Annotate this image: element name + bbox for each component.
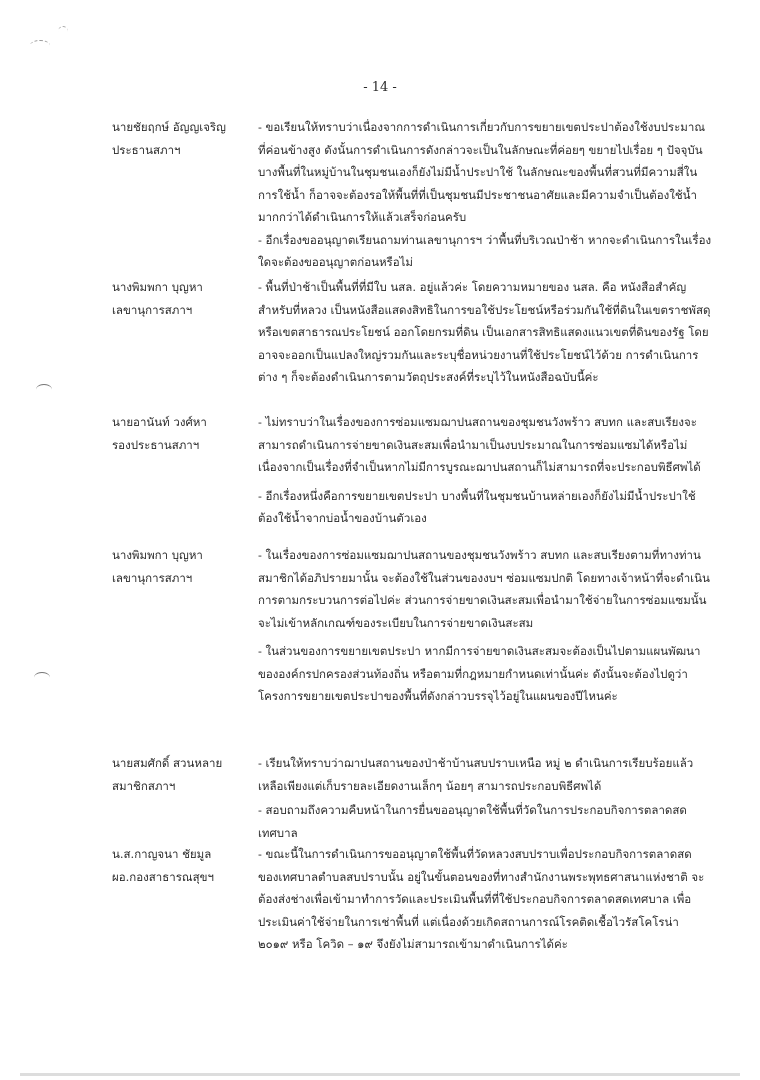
minutes-entry [112, 752, 712, 844]
speaker-block [112, 843, 258, 956]
speaker-name: นายสมศักดิ์ สวนหลาย [112, 756, 223, 770]
speaker-name: นางพิมพกา บุญหา [112, 280, 203, 294]
statement-body [258, 116, 712, 274]
statement-paragraph: - ในส่วนของการขยายเขตประปา หากมีการจ่ายขาดเงินสะสมจะต้องเป็นไปตามแผนพัฒนาขององค์กรปกครองส่วนท้องถิ่น หรือตามที่กฎหมายกำหนดเท่านั้นค่ะ ดังนั้นจะต้องไปดูว่าโครงการขยายเขตประปาของพื้นที่ดังกล่าวบรรจุไว้อยู่ในแผนของปีไหนค่ะ [258, 644, 701, 703]
statement-paragraph: - สอบถามถึงความคืบหน้าในการยื่นขออนุญาตใช้พื้นที่วัดในการประกอบกิจการตลาดสดเทศบาล [258, 803, 687, 840]
statement-paragraph: - เรียนให้ทราบว่าฌาปนสถานของป่าช้าบ้านสบปราบเหนือ หมู่ ๒ ดำเนินการเรียบร้อยแล้วเหลือเพียงแต่เก็บรายละเอียดงานเล็กๆ น้อยๆ สามารถประกอบพิธีศพได้ [258, 756, 694, 793]
statement-paragraph: - อีกเรื่องขออนุญาตเรียนถามท่านเลขานุการฯ ว่าพื้นที่บริเวณป่าช้า หากจะดำเนินการในเรื่องใดจะต้องขออนุญาตก่อนหรือไม่ [258, 232, 712, 269]
statement-paragraph: - ในเรื่องของการซ่อมแซมฌาปนสถานของชุมชนวังพร้าว สบทก และสบเรียงตามที่ทางท่านสมาชิกได้อภิปรายมานั้น จะต้องใช้ในส่วนของงบฯ ซ่อมแซมปกติ โดยทางเจ้าหน้าที่จะดำเนินการตามกระบวนการต่อไปค่ะ ส่วนการจ่ายขาดเงินสะสมเพื่อนำมาใช้จ่ายในการซ่อมแซมนั้น จะไม่เข้าหลักเกณฑ์ของระเบียบในการจ่ายขาดเงินสะสม [258, 548, 711, 630]
speaker-role: เลขานุการสภาฯ [112, 302, 193, 317]
statement-body [258, 544, 712, 708]
minutes-entry [112, 276, 712, 389]
statement-paragraph: - ขณะนี้ในการดำเนินการขออนุญาตใช้พื้นที่วัดหลวงสบปราบเพื่อประกอบกิจการตลาดสดของเทศบาลตำบลสบปราบนั้น อยู่ในขั้นตอนของที่ทางสำนักงานพระพุทธศาสนาแห่งชาติ จะต้องส่งช่างเพื่อเข้ามาทำการวัดและประเมินพื้นที่ที่ใช้ประกอบกิจการตลาดสดเทศบาล เพื่อประเมินค่าใช้จ่ายในการเช่าพื้นที่ แต่เนื่องด้วยเกิดสถานการณ์โรคติดเชื้อไวรัสโคโรน่า ๒๐๑๙ หรือ โควิด – ๑๙ จึงยังไม่สามารถเข้ามาดำเนินการได้ค่ะ [258, 847, 705, 951]
minutes-entry [112, 843, 712, 956]
speaker-block [112, 276, 258, 389]
speaker-block [112, 411, 258, 530]
page-number: - 14 - [363, 80, 397, 95]
minutes-entry [112, 411, 712, 530]
margin-mark [34, 672, 50, 683]
statement-paragraph: - อีกเรื่องหนึ่งคือการขยายเขตประปา บางพื้นที่ในชุมชนบ้านหล่ายเองก็ยังไม่มีน้ำประปาใช้ ต้องใช้น้ำจากบ่อน้ำของบ้านตัวเอง [258, 488, 700, 525]
minutes-entry [112, 544, 712, 708]
statement-body [258, 411, 712, 530]
speaker-role: ประธานสภาฯ [112, 142, 181, 157]
speaker-name: นางพิมพกา บุญหา [112, 548, 203, 562]
minutes-entry [112, 116, 712, 274]
statement-paragraph: - ขอเรียนให้ทราบว่าเนื่องจากการดำเนินการเกี่ยวกับการขยายเขตประปาต้องใช้งบประมาณที่ค่อนข้างสูง ดังนั้นการดำเนินการดังกล่าวจะเป็นในลักษณะที่ค่อยๆ ขยายไปเรื่อย ๆ ปัจจุบันบางพื้นที่ในหมู่บ้านในชุมชนเองก็ยังไม่มีน้ำประปาใช้ ในลักษณะของพื้นที่สวนที่มีความสี่ในการใช้น้ำ ก็อาจจะต้องรอให้พื้นที่ที่เป็นชุมชนมีประชาชนอาศัยและมีความจำเป็นต้องใช้น้ำมากกว่าได้ดำเนินการให้แล้วเสร็จก่อนครับ [258, 120, 705, 224]
speaker-block [112, 752, 258, 844]
speaker-block [112, 116, 258, 274]
margin-mark [36, 384, 52, 395]
statement-body [258, 752, 712, 844]
scan-mark [30, 40, 50, 51]
statement-paragraph: - ไม่ทราบว่าในเรื่องของการซ่อมแซมฌาปนสถานของชุมชนวังพร้าว สบทก และสบเรียงจะสามารถดำเนินการจ่ายขาดเงินสะสมเพื่อนำมาเป็นงบประมาณในการซ่อมแซมได้หรือไม่ เนื่องจากเป็นเรื่องที่จำเป็นหากไม่มีการบูรณะฌาปนสถานก็ไม่สามารถที่จะประกอบพิธีศพได้ [258, 415, 701, 474]
speaker-role: สมาชิกสภาฯ [112, 778, 176, 793]
speaker-role: ผอ.กองสาธารณสุขฯ [112, 869, 214, 884]
speaker-name: นายชัยฤกษ์ อัญญเจริญ [112, 120, 226, 134]
statement-body [258, 843, 712, 956]
speaker-name: น.ส.กาญจนา ชัยมูล [112, 847, 212, 861]
speaker-role: เลขานุการสภาฯ [112, 570, 193, 585]
scan-mark [58, 26, 68, 37]
statement-paragraph: - พื้นที่ป่าช้าเป็นพื้นที่ที่มีใบ นสล. อยู่แล้วค่ะ โดยความหมายของ นสล. คือ หนังสือสำคัญสำหรับที่หลวง เป็นหนังสือแสดงสิทธิในการขอใช้ประโยชน์หรือร่วมกันใช้ที่ดินในเขตราชพัสดุหรือเขตสาธารณประโยชน์ ออกโดยกรมที่ดิน เป็นเอกสารสิทธิแสดงแนวเขตที่ดินของรัฐ โดยอาจจะออกเป็นแปลงใหญ่รวมกันและระบุชื่อหน่วยงานที่ใช้ประโยชน์ไว้ด้วย การดำเนินการต่าง ๆ ก็จะต้องดำเนินการตามวัตถุประสงค์ที่ระบุไว้ในหนังสือฉบับนี้ค่ะ [258, 280, 711, 384]
speaker-role: รองประธานสภาฯ [112, 437, 200, 452]
speaker-block [112, 544, 258, 708]
statement-body [258, 276, 712, 389]
scan-bottom-edge [20, 1073, 740, 1076]
speaker-name: นายอานันท์ วงศ์หา [112, 415, 207, 429]
